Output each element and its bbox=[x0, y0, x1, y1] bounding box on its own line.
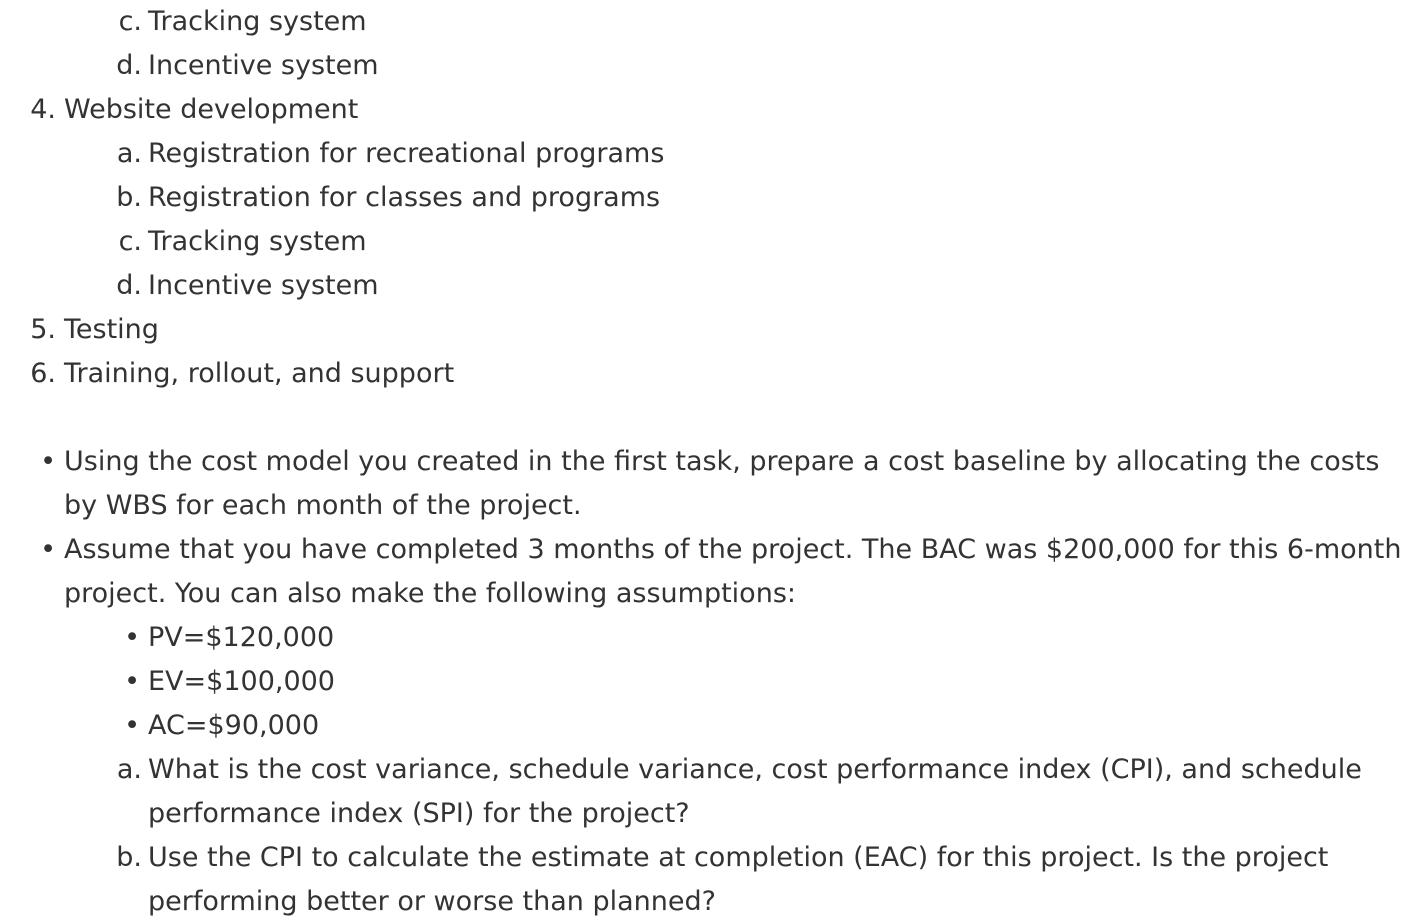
bullet-text: Assume that you have completed 3 months of the project. The BAC was $200,000 for this 6-month bbox=[64, 534, 1402, 565]
list-item-text: Training, rollout, and support bbox=[64, 358, 455, 389]
bullet-text: project. You can also make the following assumptions: bbox=[64, 578, 796, 609]
assumption-text: PV=$120,000 bbox=[148, 622, 335, 653]
bullet-text: Using the cost model you created in the first task, prepare a cost baseline by allocating the costs bbox=[64, 446, 1380, 477]
list-item-text: Tracking system bbox=[148, 226, 367, 257]
bullet-icon: • bbox=[124, 710, 140, 741]
bullet-icon: • bbox=[40, 534, 56, 565]
assumption-text: EV=$100,000 bbox=[148, 666, 335, 697]
question-text: Use the CPI to calculate the estimate at completion (EAC) for this project. Is the project bbox=[148, 842, 1329, 873]
list-marker: 5. bbox=[30, 314, 56, 345]
list-item-text: Testing bbox=[64, 314, 159, 345]
list-marker: d. bbox=[116, 270, 142, 301]
list-item-text: Registration for recreational programs bbox=[148, 138, 665, 169]
bullet-icon: • bbox=[40, 446, 56, 477]
bullet-icon: • bbox=[124, 622, 140, 653]
list-marker: c. bbox=[118, 226, 142, 257]
list-marker: a. bbox=[116, 138, 142, 169]
list-marker: a. bbox=[116, 754, 142, 785]
bullet-text: by WBS for each month of the project. bbox=[64, 490, 582, 521]
list-item-text: Incentive system bbox=[148, 270, 379, 301]
bullet-icon: • bbox=[124, 666, 140, 697]
question-text: What is the cost variance, schedule variance, cost performance index (CPI), and schedule bbox=[148, 754, 1362, 785]
list-marker: 4. bbox=[30, 94, 56, 125]
list-marker: d. bbox=[116, 50, 142, 81]
list-marker: b. bbox=[116, 182, 142, 213]
list-marker: c. bbox=[118, 6, 142, 37]
list-item-text: Registration for classes and programs bbox=[148, 182, 661, 213]
question-text: performing better or worse than planned? bbox=[148, 886, 716, 917]
list-marker: 6. bbox=[30, 358, 56, 389]
question-text: performance index (SPI) for the project? bbox=[148, 798, 690, 829]
list-item-text: Website development bbox=[64, 94, 359, 125]
list-item-text: Incentive system bbox=[148, 50, 379, 81]
list-marker: b. bbox=[116, 842, 142, 873]
assumption-text: AC=$90,000 bbox=[148, 710, 320, 741]
list-item-text: Tracking system bbox=[148, 6, 367, 37]
